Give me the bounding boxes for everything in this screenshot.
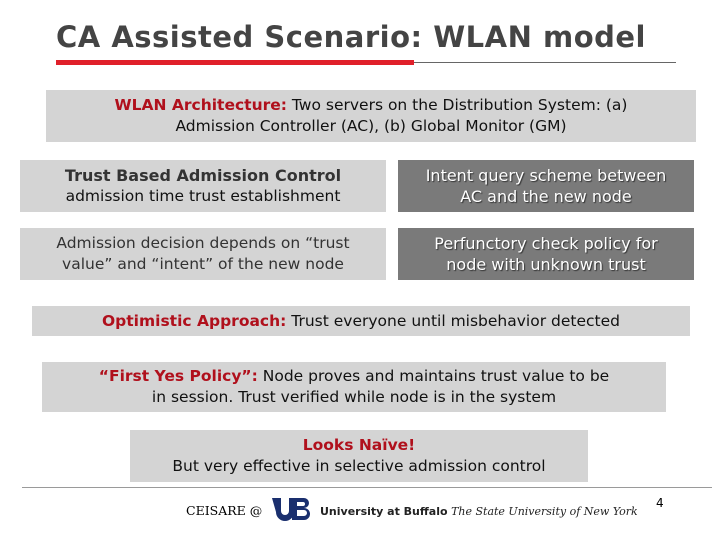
first-yes-label: “First Yes Policy”:: [98, 367, 258, 385]
first-yes-box: [42, 362, 666, 412]
optimistic-box: [32, 306, 690, 336]
footer-university: [320, 505, 638, 518]
architecture-text-1: Two servers on the Distribution System: (a): [286, 96, 628, 114]
footer-divider: [22, 487, 712, 488]
admission-decision-box: [20, 228, 386, 280]
architecture-label: WLAN Architecture:: [114, 96, 287, 114]
trust-based-heading: Trust Based Admission Control: [64, 166, 342, 185]
suny-name: The State University of New York: [451, 505, 638, 518]
trust-based-box: [20, 160, 386, 212]
university-name: University at Buffalo: [320, 505, 448, 518]
architecture-box: [46, 90, 696, 142]
intent-query-line-1: Intent query scheme between: [425, 166, 667, 185]
optimistic-label: Optimistic Approach:: [102, 311, 287, 330]
admission-decision-line-2: value” and “intent” of the new node: [62, 255, 344, 273]
perfunctory-line-2: node with unknown trust: [446, 255, 646, 274]
title-underline-rule: [414, 62, 676, 63]
admission-decision-line-1: Admission decision depends on “trust: [56, 234, 350, 252]
intent-query-line-2: AC and the new node: [460, 187, 632, 206]
ub-logo-icon: [270, 496, 314, 522]
first-yes-text-1: Node proves and maintains trust value to be: [257, 367, 610, 385]
footer-ceisare: CEISARE @: [186, 503, 263, 518]
first-yes-text-2: in session. Trust verified while node is in the system: [151, 388, 557, 406]
trust-based-subtext: admission time trust establishment: [65, 187, 341, 205]
architecture-text-2: Admission Controller (AC), (b) Global Monitor (GM): [175, 117, 567, 135]
perfunctory-box: [398, 228, 694, 280]
optimistic-text: Trust everyone until misbehavior detected: [286, 311, 620, 330]
naive-box: [130, 430, 588, 482]
perfunctory-line-1: Perfunctory check policy for: [434, 234, 658, 253]
page-number: 4: [656, 496, 664, 510]
intent-query-box: [398, 160, 694, 212]
slide-title: CA Assisted Scenario: WLAN model: [56, 20, 646, 54]
naive-text: But very effective in selective admission control: [172, 457, 546, 475]
title-underline-accent: [56, 60, 414, 65]
naive-heading: Looks Naïve!: [302, 436, 416, 454]
